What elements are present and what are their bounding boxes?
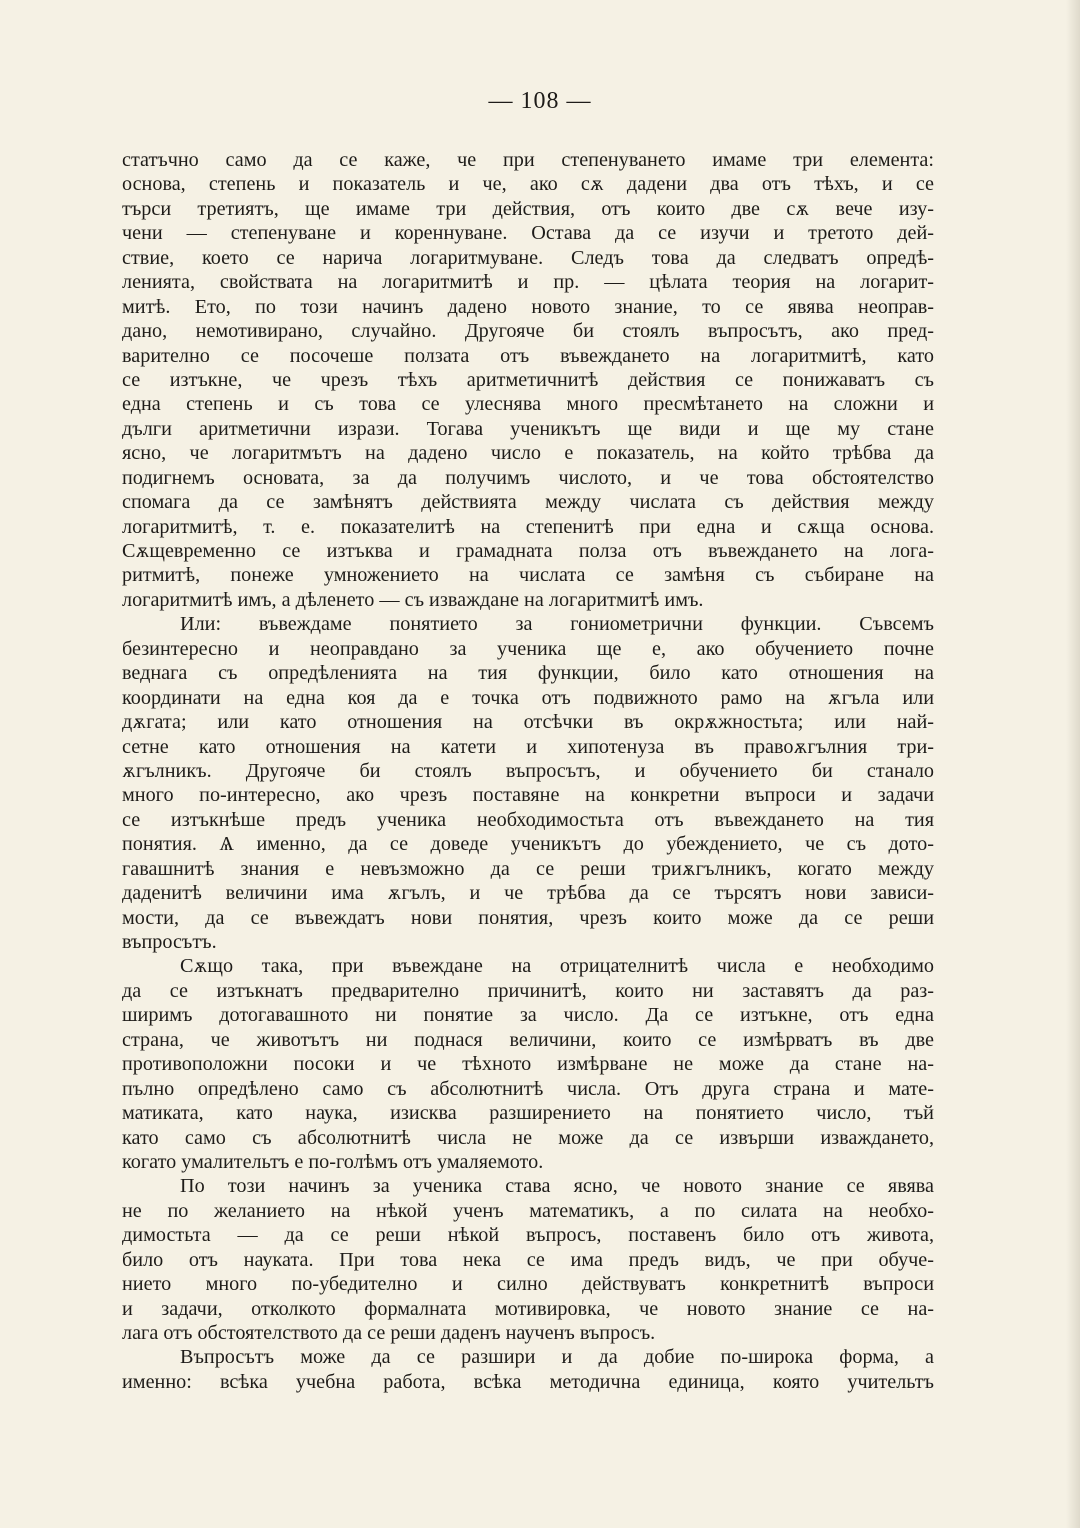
text-line: много по-интересно, ако чрезъ поставяне на конкретни въпроси и задачи: [122, 784, 934, 807]
text-line: понятия. Ѧ именно, да се доведе ученикътъ до убеждението, че съ дото-: [122, 833, 934, 856]
text-line: страна, че животътъ ни поднася величини, които се измѣрватъ въ две: [122, 1028, 934, 1051]
text-line: въпросътъ.: [122, 931, 217, 953]
text-line: ленията, свойствата на логаритмитѣ и пр. — цѣлата теория на логарит-: [122, 271, 934, 294]
page-edge-shadow: [1066, 0, 1080, 1528]
text-line: се изтъкне, че чрезъ тѣхъ аритметичнитѣ действия се понижаватъ съ: [122, 368, 934, 391]
text-line: димостьта — да се реши нѣкой въпросъ, поставенъ било отъ живота,: [122, 1224, 934, 1247]
text-line: статъчно само да се каже, че при степенуването имаме три елемента:: [122, 149, 934, 171]
text-line: веднага съ опредѣленията на тия функции, било като отношения на: [122, 662, 934, 685]
text-line: мости, да се въвеждатъ нови понятия, чрезъ които може да се реши: [122, 906, 934, 929]
text-line: Сѫщо така, при въвеждане на отрицателнитѣ числа е необходимо: [180, 955, 934, 978]
text-line: не по желанието на нѣкой ученъ математикъ, а по силата на необхо-: [122, 1199, 934, 1222]
text-line: Или: въвеждаме понятието за гониометрични функции. Съвсемъ: [180, 613, 934, 636]
text-line: даденитѣ величини има ѫгълъ, и че трѣбва да се търсятъ нови зависи-: [122, 882, 934, 905]
text-line: дано, немотивирано, случайно. Другояче би стоялъ въпросътъ, ако пред-: [122, 320, 934, 343]
text-line: ясно, че логаритмътъ на дадено число е показатель, на който трѣбва да: [122, 442, 934, 465]
text-line: ширимъ дотогавашното ни понятие за число. Да се изтъкне, отъ една: [122, 1004, 934, 1027]
text-line: основа, степень и показатель и че, ако сѫ дадени два отъ тѣхъ, и се: [122, 173, 934, 196]
body-text: [122, 148, 934, 1394]
text-line: противоположни посоки и че тѣхното измѣрване не може да стане на-: [122, 1053, 934, 1076]
text-line: митѣ. Ето, по този начинъ дадено новото знание, то се явява неоправ-: [122, 295, 934, 318]
text-line: сетне като отношения на катети и хипотенуза въ правоѫгълния три-: [122, 735, 934, 758]
text-line: безинтересно и неоправдано за ученика ще е, ако обучението почне: [122, 637, 934, 660]
text-line: лага отъ обстоятелството да се реши даденъ наученъ въпросъ.: [122, 1322, 656, 1344]
text-line: се изтъкнѣше предъ ученика необходимостьта отъ въвеждането на тия: [122, 808, 934, 831]
text-line: нието много по-убедително и силно действуватъ конкретнитѣ въпроси: [122, 1273, 934, 1296]
text-line: Въпросътъ може да се разшири и да добие по-широка форма, а: [180, 1346, 934, 1369]
text-line: дѫгата; или като отношения на отсѣчки въ окрѫжностьта; или най-: [122, 711, 934, 734]
text-line: търси третиятъ, ще имаме три действия, отъ които две сѫ вече изу-: [122, 197, 934, 220]
text-line: пълно опредѣлено само съ абсолютнитѣ числа. Отъ друга страна и мате-: [122, 1077, 934, 1100]
text-line: една степень и съ това се улеснява много пресмѣтането на сложни и: [122, 393, 934, 416]
text-line: спомага да се замѣнятъ действията между числата съ действия между: [122, 491, 934, 514]
text-line: и задачи, отколкото формалната мотивировка, че новото знание се на-: [122, 1297, 934, 1320]
text-line: дълги аритметични изрази. Тогава ученикътъ ще види и ще му стане: [122, 417, 934, 440]
page-number: — 108 —: [488, 88, 592, 114]
text-line: именно: всѣка учебна работа, всѣка методична единица, която учительтъ: [122, 1370, 934, 1393]
text-line: когато умалительтъ е по-голѣмъ отъ умаляемото.: [122, 1150, 544, 1173]
text-line: ствие, което се нарича логаритмуване. Следъ това да следватъ опредѣ-: [122, 246, 934, 269]
text-line: логаритмитѣ, т. е. показателитѣ на степенитѣ при една и сѫща основа.: [122, 515, 934, 538]
text-line: варително се посочеше ползата отъ въвеждането на логаритмитѣ, като: [122, 344, 934, 367]
text-line: било отъ науката. При това нека се има предъ видъ, че при обуче-: [122, 1248, 934, 1271]
text-line: Сѫщевременно се изтъква и грамадната полза отъ въвеждането на лога-: [122, 540, 934, 562]
text-line: координати на една коя да е точка отъ подвижното рамо на ѫгъла или: [122, 686, 934, 709]
text-line: ритмитѣ, понеже умножението на числата се замѣня съ събиране на: [122, 564, 934, 587]
text-line: чени — степенуване и кореннуване. Остава да се изучи и третото дей-: [122, 222, 934, 245]
text-line: гавашнитѣ знания е невъзможно да се реши триѫгълникъ, когато между: [122, 857, 934, 880]
text-line: като само съ абсолютнитѣ числа не може да се извърши изваждането,: [122, 1126, 934, 1149]
text-line: да се изтъкнатъ предварително причинитѣ, които ни заставятъ да раз-: [122, 979, 934, 1002]
text-line: По този начинъ за ученика става ясно, че новото знание се явява: [180, 1175, 934, 1198]
text-line: логаритмитѣ имъ, а дѣленето — съ изваждане на логаритмитѣ имъ.: [122, 588, 704, 611]
text-line: матиката, като наука, изисква разширението на понятието число, тъй: [122, 1102, 934, 1125]
text-line: подигнемъ основата, за да получимъ числото, и че това обстоятелство: [122, 466, 934, 489]
text-line: ѫгълникъ. Другояче би стоялъ въпросътъ, и обучението би станало: [122, 759, 934, 782]
